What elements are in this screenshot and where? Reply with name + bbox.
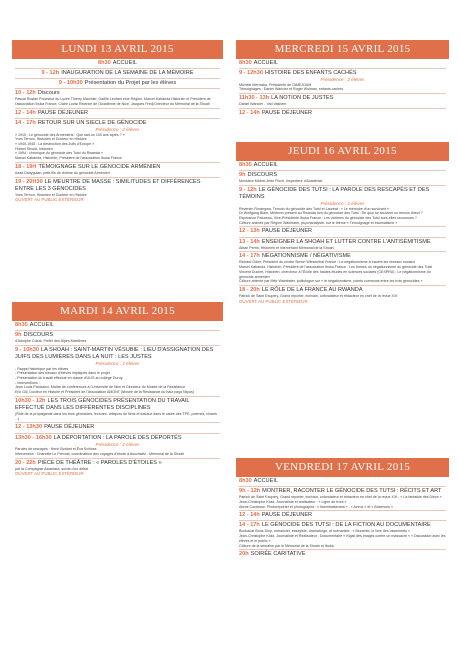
entry-title: HISTOIRE DES ENFANTS CACHÉS — [264, 70, 357, 77]
entry-detail: - Présentation du travail effectué en classe d'ULIS au collège Duruy — [15, 376, 123, 381]
entry-speaker: Daniel Wancier - Yad Vashem — [239, 102, 287, 107]
schedule-entry — [15, 459, 220, 478]
entry-time: 12 - 14h — [15, 109, 36, 116]
entry-detail: Richard Odier, Président du centre Simon Wiesenthal France : Le négationnisme à travers les réseaux sociaux — [239, 260, 416, 265]
entry-detail: Alexis Cordesse, Photoreporter et photographe : « Itsembatsemba » , « Aveux » et « Absences » — [239, 504, 393, 509]
entry-detail: Dr Wolfgang Blam, Médecin présent au Rwanda lors du génocide des Tutsi : De quoi se souvient un témoin direct ? — [239, 211, 423, 216]
schedule-entry — [15, 59, 220, 69]
entry-title: PIÈCE DE THÉÂTRE : « PAROLES D'ÉTOILES » — [37, 459, 162, 466]
entry-speaker: Michèle Merowka, Présidente de l'AMEJDAM — [239, 82, 312, 87]
entry-detail: Révérien Rurangwa, Témoin du génocide des Tutsi et Lauréat : « Le mémoire d'un survivant » — [239, 206, 389, 211]
entry-time: 10h30 - 12h — [15, 397, 46, 404]
schedule-entry — [239, 161, 446, 171]
schedule-entry — [15, 79, 220, 89]
entry-speaker: Jean Louis Panicacci, Maître de conférences à l'Université de Nice et Directeur du Musée de la Résistance — [15, 385, 186, 390]
entry-speaker: Hubert Strouk, historien — [15, 146, 53, 151]
schedule-entry — [239, 511, 446, 521]
schedule-entry — [239, 227, 446, 237]
entry-title: PAUSE DÉJEUNER — [261, 109, 313, 116]
schedule-entry — [15, 69, 220, 79]
entry-title: Discours — [37, 90, 60, 97]
entry-time: 9h - 12h — [239, 488, 261, 495]
entry-title: ACCUEIL — [253, 162, 278, 168]
entry-detail: Marcel Kabanda, Historien, Président de l'association Ibuka France : Les formes du négationnisme du génocide des Tutsi — [239, 265, 433, 270]
schedule-entry — [15, 119, 220, 163]
entry-time: 8h30 — [98, 60, 111, 66]
entry-time: 9 - 10h30 — [58, 80, 83, 87]
entry-title: LA DÉPORTATION : LA PAROLE DES DÉPORTÉS — [53, 434, 182, 441]
entry-detail: Clôture animée par Régine Waintrater, psychanalyste, sur le thème « Témoignage et traumatisme » — [239, 220, 398, 225]
entry-time: 8h30 — [239, 60, 252, 66]
entry-title: LE MEURTRE DE MASSE : SIMILITUDES ET DIFFÉRENCES ENTRE LES 3 GÉNOCIDES — [15, 178, 201, 192]
schedule-entry — [15, 397, 220, 424]
entry-title: LE RÔLE DE LA FRANCE AU RWANDA — [261, 286, 363, 293]
schedule-entry — [15, 109, 220, 119]
schedule-entry — [15, 346, 220, 397]
entry-detail: - Rappel historique par les élèves — [15, 366, 69, 371]
entry-title: LE GÉNOCIDE DES TUTSI : LA PAROLE DES RESCAPÉS ET DES TÉMOINS — [239, 186, 430, 200]
schedule-entry — [239, 521, 446, 550]
entry-title: LES TROIS GÉNOCIDES PRÉSENTATION DU TRAVAIL EFFECTUÉ DANS LES DIFFÉRENTES DISCIPLINES — [15, 397, 190, 411]
entry-speaker: Alban Perrin, Historien et intervenant Mémorial de la Shoah — [239, 245, 334, 250]
schedule-entry — [239, 69, 446, 94]
entry-speaker: Intervention : Charlotte Le Prevost, coordinatrice des voyages d'étude à Auschwitz - Mémorial de la Shoah — [15, 451, 185, 456]
entry-title: LA NOTION DE JUSTES — [271, 95, 334, 102]
schedule-entry — [15, 434, 220, 459]
schedule-entry — [239, 94, 446, 109]
entry-time: 13 - 14h — [239, 238, 260, 245]
entry-time: 9 - 12h30 — [239, 70, 263, 77]
entry-time: 9 - 12h — [239, 186, 257, 193]
entry-detail: Espérance Patureau, Vice-Présidente Ibuka France : Les victimes du génocide des Tutsi sont-elles reconnues ? — [239, 216, 417, 221]
entry-detail: - Interventions : — [15, 380, 40, 385]
entry-time: 9 - 10h30 — [15, 346, 39, 353]
entry-title: TÉMOIGNAGE SUR LE GÉNOCIDE ARMÉNIEN — [38, 163, 161, 170]
entry-detail: « 1940-1945 : La destruction des Juifs d'Europe » — [15, 141, 95, 146]
day-thursday — [236, 142, 449, 305]
schedule-entry — [15, 321, 220, 331]
day-banner: MERCREDI 15 AVRIL 2015 — [236, 40, 449, 59]
day-tuesday — [12, 302, 223, 478]
entry-speaker: Monsieur Michel-Jean Floch, Inspecteur d'Académie — [239, 179, 323, 184]
public-open-note: OUVERT AU PUBLIC EXTÉRIEUR — [15, 197, 84, 203]
entry-speaker: Eric Gili, Docteur en Histoire et Président de l'Association AMONT (Musée de la Résistance du haut pays Niçois) — [15, 390, 194, 395]
entry-detail: Boubacar Boris Diop, romancier, essayiste, dramaturge, et scénariste : « Murambi, le livre des ossements » — [239, 529, 410, 534]
entry-detail: « 1915 : Le génocide des Arméniens : Que sait-on 100 ans après ? » — [15, 132, 125, 137]
schedule-entry — [239, 186, 446, 228]
entry-detail: Clôture de la semaine par le Mémorial de la Shoah et Ibuka — [239, 543, 334, 548]
entry-time: 8h30 — [15, 322, 28, 328]
entry-title: DISCOURS — [247, 172, 278, 179]
entry-time: 18 - 20h — [239, 286, 260, 293]
entry-presidence: Présidence : 2 élèves — [320, 77, 365, 83]
entry-time: 19 - 20H30 — [15, 178, 43, 185]
entry-time: 20h — [239, 551, 249, 558]
entry-time: 14 - 17h — [239, 522, 260, 529]
entry-time: 18 - 19H — [15, 163, 37, 170]
entry-speaker: d'Adolphe Colrat, Préfet des Alpes-Maritimes — [15, 339, 87, 344]
schedule-entry — [15, 423, 220, 433]
entry-detail: Pascal Rostan Proviseur du Lycée Thierry Maulnier, Gaëlle Lenfant élue Région, Marcel Kabanda Historien et Président de l'association Ibuka France, Claire Lovisi Rectrice de l'Académie de Nice, Jacques Fredj Directeur du Mémorial de la Shoah — [15, 97, 211, 107]
day-banner: VENDREDI 17 AVRIL 2015 — [236, 458, 449, 477]
day-monday — [12, 40, 223, 204]
entry-speaker: Yves Ternon, Historien et Docteur en Histoire — [15, 137, 87, 142]
entry-title: LE GÉNOCIDE DES TUTSI : DE LA FICTION AU DOCUMENTAIRE — [261, 522, 431, 529]
entry-time: 8h30 — [239, 478, 252, 484]
entry-time: 12 - 13h — [239, 228, 260, 235]
entry-title: PAUSE DÉJEUNER — [261, 512, 313, 519]
schedule-entry — [15, 89, 220, 109]
entry-title: ACCUEIL — [253, 60, 278, 66]
entry-title: ACCUEIL — [112, 60, 137, 66]
entry-detail: Vincent Duclert, Historien, chercheur à l'École des hautes études en sciences sociales (CESPRA) : Le négationnisme du génocide arménien — [239, 269, 431, 279]
entry-title: PAUSE DÉJEUNER — [261, 228, 313, 235]
entry-time: 9h — [239, 172, 246, 179]
entry-detail: « 1994 : chronique du génocide des Tutsi du Rwanda » — [15, 151, 103, 156]
entry-title: ACCUEIL — [253, 478, 278, 484]
entry-title: PAUSE DÉJEUNER — [44, 424, 95, 431]
entry-title: ACCUEIL — [29, 322, 54, 328]
entry-time: 11h30 - 13h — [239, 95, 270, 102]
entry-detail: Jean-Christophe Klotz, Journaliste et Réalisateur : Documentaire « Kigali des images contre un massacre » « Discussion avec les élèves et le public » — [239, 534, 446, 543]
schedule-entry — [239, 477, 446, 487]
entry-time: 14 - 17h — [15, 119, 36, 126]
day-wednesday — [236, 40, 449, 118]
day-friday — [236, 458, 449, 559]
schedule-entry — [239, 109, 446, 118]
entry-time: 12 - 13h30 — [15, 424, 43, 431]
entry-title: LA SHOAH : SAINT-MARTIN VÉSUBIE : LIEU D'ASSIGNATION DES JUIFS DES LUMIÈRES DANS LA NUIT : LES JUSTES — [15, 346, 214, 360]
entry-detail: (Rôle de la propagande dans les trois génocides, lectures, critiques de films et travaux dans le cadre des TPE, poèmes, chants ...) — [15, 412, 217, 421]
schedule-entry — [239, 59, 446, 69]
public-open-note: OUVERT AU PUBLIC EXTÉRIEUR — [239, 298, 308, 304]
schedule-entry — [239, 252, 446, 286]
public-open-note: OUVERT AU PUBLIC EXTÉRIEUR — [15, 471, 84, 477]
entry-detail: Jean-Christophe Klotz, Journaliste et réalisateur : « Ligne de front » — [239, 499, 347, 504]
entry-time: 13h30 - 16h30 — [15, 434, 52, 441]
entry-presidence: Présidence : 2 élèves — [95, 126, 140, 132]
entry-presidence: Présidence : 2 élèves — [95, 361, 140, 367]
entry-detail: Témoignages : Daniel Wancier et Roger Wolman, enfants cachés — [239, 87, 344, 92]
entry-time: 12 - 14h — [239, 109, 260, 116]
schedule-entry — [239, 286, 446, 305]
schedule-entry — [239, 171, 446, 186]
schedule-entry — [15, 331, 220, 346]
schedule-entry — [239, 238, 446, 253]
entry-speaker: Paroles de rescapés : Henri Borlant et Ëva Schloss — [15, 447, 97, 452]
schedule-entry — [15, 178, 220, 204]
schedule-entry — [15, 163, 220, 178]
entry-time: 9 - 12h — [41, 70, 60, 77]
day-banner: LUNDI 13 AVRIL 2015 — [12, 40, 223, 59]
day-banner: MARDI 14 AVRIL 2015 — [12, 302, 223, 321]
entry-title: Présentation du Projet par les élèves — [84, 80, 177, 87]
entry-title: RETOUR SUR UN SIECLE DE GÉNOCIDE — [37, 119, 147, 126]
entry-time: 14 - 17h — [239, 253, 260, 260]
entry-speaker: Patrick de Saint Exupéry, Grand reporter, écrivain, cofondateur et rédacteur en chef de la revue XXI — [239, 294, 398, 299]
day-banner: JEUDI 16 AVRIL 2015 — [236, 142, 449, 161]
entry-speaker: Marcel Kabanda, Historien, Président de l'association Ibuka France — [15, 156, 122, 161]
entry-title: INAUGURATION DE LA SEMAINE DE LA MÉMOIRE — [61, 70, 194, 77]
entry-title: PAUSE DÉJEUNER — [37, 109, 89, 116]
entry-presidence: Présidence : 2 élèves — [320, 201, 365, 207]
schedule-entry — [239, 487, 446, 511]
entry-title: SOIRÉE CARITATIVE — [250, 551, 306, 558]
schedule-entry — [239, 550, 446, 559]
entry-presidence: Présidence : 2 élèves — [95, 441, 140, 447]
entry-speaker: Yves Ternon, Historien et Docteur en Histoire — [15, 192, 87, 197]
entry-time: 8h30 — [239, 162, 252, 168]
entry-detail: par la Compagnie Alcantara, suivie d'un débat — [15, 466, 89, 471]
entry-time: 10 - 12h — [15, 90, 36, 97]
entry-title: NÉGATIONNISME / NÉGATIVISME — [261, 253, 351, 260]
entry-title: DISCOURS — [23, 332, 54, 339]
entry-speaker: Azad Dadyguian, petit-fils de victime du génocide Arménien — [15, 170, 110, 175]
entry-title: ENSEIGNER LA SHOAH ET LUTTER CONTRE L'ANTISÉMITISME — [261, 238, 431, 245]
entry-time: 9h — [15, 332, 22, 339]
entry-time: 12 - 14h — [239, 512, 260, 519]
entry-title: MONTRER, RACONTER LE GÉNOCIDE DES TUTSI : RÉCITS ET ART — [262, 488, 442, 495]
entry-detail: Patrick de Saint Exupéry, Grand reporter, écrivain, cofondateur et rédacteur en chef de la revue XXI : « La fantaisie des Dieux » — [239, 495, 442, 500]
entry-detail: - Présentation des travaux d'élèves impliqués dans le projet — [15, 371, 110, 376]
entry-time: 20 - 22h — [15, 459, 36, 466]
entry-detail: Clôture animée par Méir Waintrater, politologue sur « le négationnisme, points communs entre les trois génocides » — [239, 279, 423, 284]
